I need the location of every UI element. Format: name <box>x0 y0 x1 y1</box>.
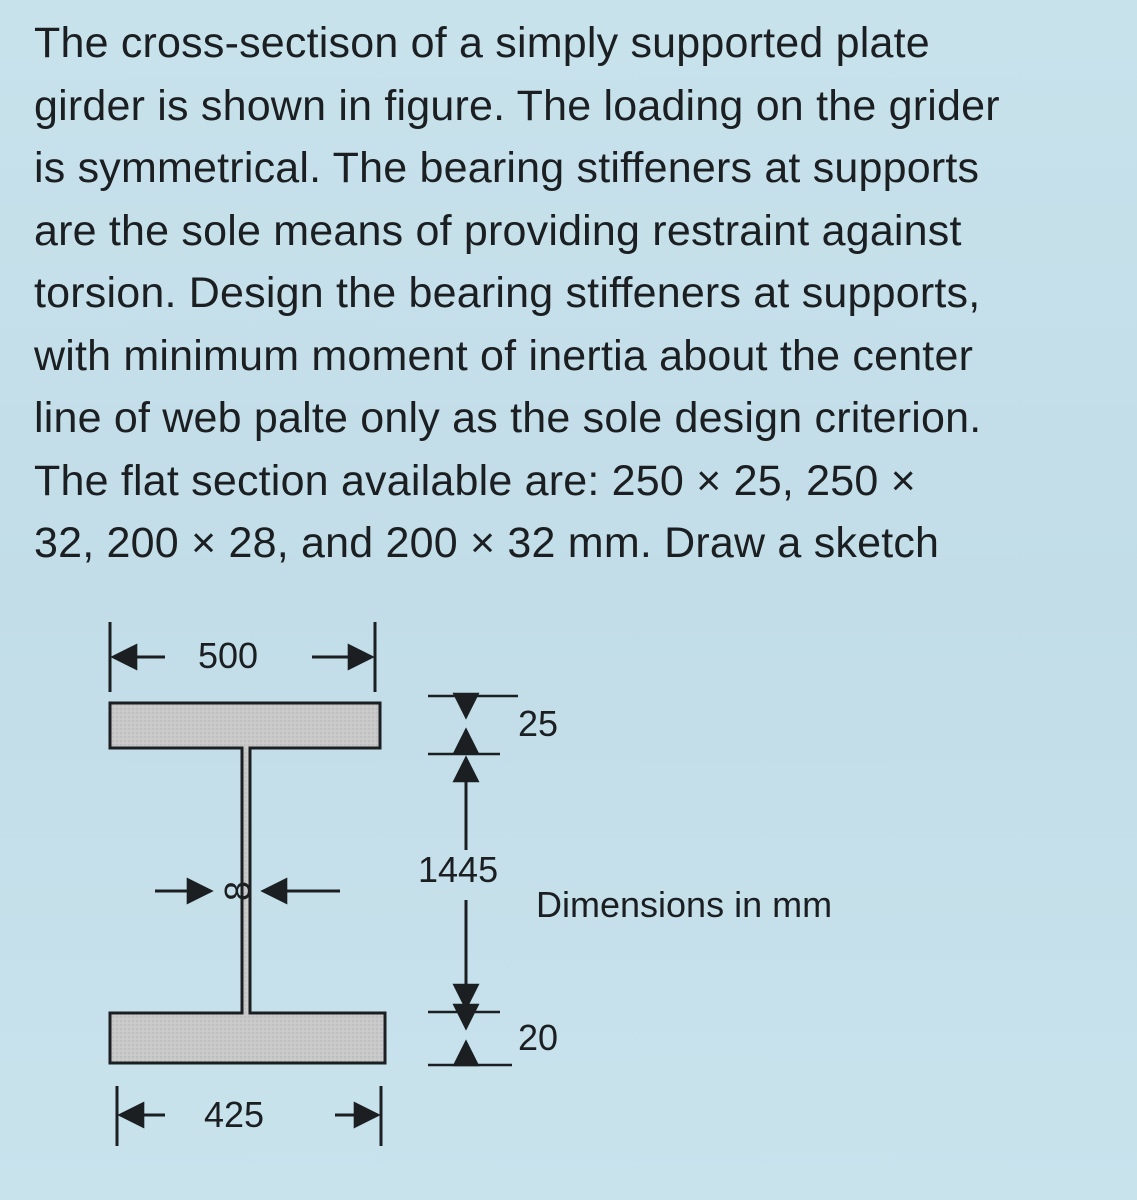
dim-label-20: 20 <box>518 1017 559 1058</box>
problem-line-8: The flat section available are: 250 × 25, 250 × <box>34 456 916 505</box>
problem-line-1: The cross-sectison of a simply supported plate <box>34 19 930 67</box>
units-note: Dimensions in mm <box>536 884 833 925</box>
dim-label-8: 8 <box>217 880 259 902</box>
problem-line-5: torsion. Design the bearing stiffeners at supports, <box>34 269 981 317</box>
problem-line-2: girder is shown in figure. The loading on the grider <box>34 81 1000 130</box>
problem-line-7: line of web palte only as the sole design criterion. <box>34 394 982 442</box>
dim-label-425: 425 <box>204 1094 265 1135</box>
problem-statement <box>34 12 1104 575</box>
problem-line-6: with minimum moment of inertia about the center <box>34 331 974 380</box>
problem-line-9: 32, 200 × 28, and 200 × 32 mm. Draw a sketch <box>34 519 940 567</box>
dim-label-25: 25 <box>518 703 559 744</box>
problem-line-3: is symmetrical. The bearing stiffeners at supports <box>34 144 980 192</box>
dim-label-500: 500 <box>198 635 259 676</box>
problem-line-4: are the sole means of providing restraint against <box>34 206 962 255</box>
girder-cross-section-figure <box>0 600 1137 1200</box>
dim-label-1445: 1445 <box>418 849 499 890</box>
